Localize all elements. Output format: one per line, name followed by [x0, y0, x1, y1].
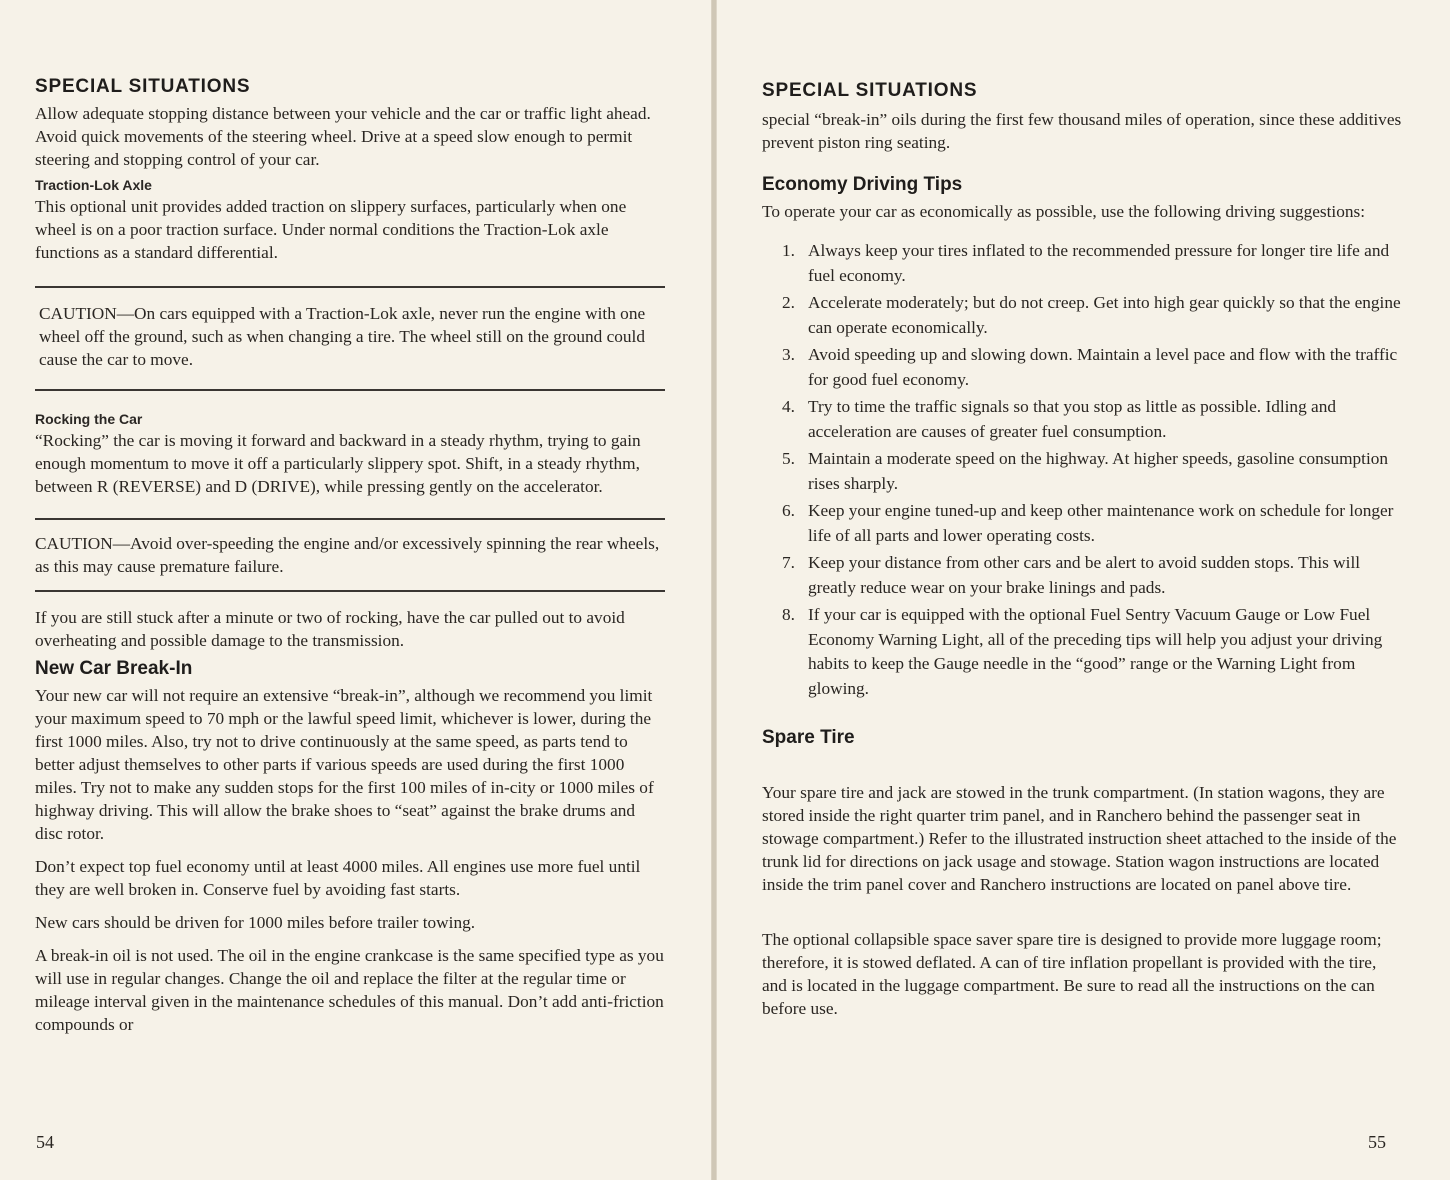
spare-tire-paragraph-2: The optional collapsible space saver spare tire is designed to provide more luggage room; therefore, it is stowed deflated. A can of tire inflation propellant is provided with the tire, and is located in the luggage compartment. Be sure to read all the instructions on the can before use.: [762, 930, 1382, 1018]
section-title: SPECIAL SITUATIONS: [35, 76, 251, 97]
tip-item: [782, 447, 1402, 496]
tip-number: 7.: [782, 553, 795, 572]
tip-text: Keep your distance from other cars and be alert to avoid sudden stops. This will greatly reduce wear on your brake linings and pads.: [808, 553, 1361, 597]
tip-number: 8.: [782, 605, 795, 624]
caution-traction-lok: CAUTION—On cars equipped with a Traction-Lok axle, never run the engine with one wheel off the ground, such as when changing a tire. The wheel still on the ground could cause the car to move.: [39, 304, 646, 369]
intro-paragraph: Allow adequate stopping distance between your vehicle and the car or traffic light ahead. Avoid quick movements of the steering wheel. Drive at a speed slow enough to permit steering and stopping control of your car.: [35, 104, 651, 169]
traction-lok-paragraph: This optional unit provides added traction on slippery surfaces, particularly when one wheel is on a poor traction surface. Under normal conditions the Traction-Lok axle functions as a standard differential.: [35, 197, 627, 262]
tip-number: 2.: [782, 293, 795, 312]
page-number: 55: [1368, 1132, 1386, 1152]
traction-lok-heading: Traction-Lok Axle: [35, 177, 152, 193]
page-54: [0, 0, 712, 1180]
divider: [35, 518, 665, 520]
tip-text: Keep your engine tuned-up and keep other maintenance work on schedule for longer life of all parts and lower operating costs.: [808, 501, 1394, 545]
tip-number: 4.: [782, 397, 795, 416]
spare-tire-heading: Spare Tire: [762, 727, 855, 748]
tip-text: Always keep your tires inflated to the recommended pressure for longer tire life and fuel economy.: [808, 241, 1390, 285]
tip-text: Maintain a moderate speed on the highway. At higher speeds, gasoline consumption rises sharply.: [808, 449, 1389, 493]
economy-intro: To operate your car as economically as possible, use the following driving suggestions:: [762, 202, 1366, 221]
break-in-paragraph-1: Your new car will not require an extensive “break-in”, although we recommend you limit your maximum speed to 70 mph or the lawful speed limit, whichever is lower, during the first 1000 miles. Also, try not to drive continuously at the same speed, as parts tend to better adjust themselves to other parts if various speeds are used during the first 1000 miles. Try not to make any sudden stops for the first 100 miles of in-city or 1000 miles of highway driving. This will allow the brake shoes to “seat” against the brake drums and disc rotor.: [35, 686, 654, 843]
tip-number: 3.: [782, 345, 795, 364]
economy-heading: Economy Driving Tips: [762, 174, 963, 195]
tip-text: Avoid speeding up and slowing down. Maintain a level pace and flow with the traffic for good fuel economy.: [808, 345, 1398, 389]
divider: [35, 286, 665, 288]
tip-number: 5.: [782, 449, 795, 468]
break-in-heading: New Car Break-In: [35, 658, 193, 679]
stuck-paragraph: If you are still stuck after a minute or two of rocking, have the car pulled out to avoid overheating and possible damage to the transmission.: [35, 608, 625, 650]
continued-paragraph: special “break-in” oils during the first few thousand miles of operation, since these additives prevent piston ring seating.: [762, 110, 1402, 152]
divider: [35, 590, 665, 592]
break-in-paragraph-4: A break-in oil is not used. The oil in the engine crankcase is the same specified type as you will use in regular changes. Change the oil and replace the filter at the regular time or mileage interval given in the maintenance schedules of this manual. Don’t add anti-friction compounds or: [35, 946, 664, 1034]
tip-item: [782, 551, 1402, 600]
break-in-paragraph-2: Don’t expect top fuel economy until at least 4000 miles. All engines use more fuel until they are well broken in. Conserve fuel by avoiding fast starts.: [35, 857, 641, 899]
section-title: SPECIAL SITUATIONS: [762, 80, 978, 101]
tip-item: [782, 603, 1402, 701]
tip-item: [782, 239, 1402, 288]
rocking-paragraph: “Rocking” the car is moving it forward and backward in a steady rhythm, trying to gain enough momentum to move it off a particularly slippery spot. Shift, in a steady rhythm, between R (REVERSE) and D (DRIVE), while pressing gently on the accelerator.: [35, 431, 641, 496]
spare-tire-paragraph-1: Your spare tire and jack are stowed in the trunk compartment. (In station wagons, they are stored inside the right quarter trim panel, and in Ranchero behind the passenger seat in stowage compartment.) Refer to the illustrated instruction sheet attached to the inside of the trunk lid for directions on jack usage and stowage. Station wagon instructions are located inside the trim panel cover and Ranchero instructions are located on panel above tire.: [762, 783, 1397, 894]
page-55: [716, 0, 1450, 1180]
tip-text: Try to time the traffic signals so that you stop as little as possible. Idling and acceleration are causes of greater fuel consumption.: [808, 397, 1336, 441]
break-in-paragraph-3: New cars should be driven for 1000 miles before trailer towing.: [35, 913, 476, 932]
divider: [35, 389, 665, 391]
right-page-content: [762, 80, 1402, 1020]
left-page-content: [35, 76, 665, 1036]
rocking-heading: Rocking the Car: [35, 411, 143, 427]
caution-overspeeding: CAUTION—Avoid over-speeding the engine and/or excessively spinning the rear wheels, as this may cause premature failure.: [35, 534, 660, 576]
tip-item: [782, 291, 1402, 340]
tip-text: Accelerate moderately; but do not creep. Get into high gear quickly so that the engine can operate economically.: [808, 293, 1401, 337]
tip-item: [782, 395, 1402, 444]
tip-number: 6.: [782, 501, 795, 520]
tip-text: If your car is equipped with the optional Fuel Sentry Vacuum Gauge or Low Fuel Economy Warning Light, all of the preceding tips will help you adjust your driving habits to keep the Gauge needle in the “good” range or the Warning Light from glowing.: [808, 605, 1383, 698]
page-number: 54: [36, 1132, 54, 1152]
tip-item: [782, 499, 1402, 548]
tip-number: 1.: [782, 241, 795, 260]
tip-item: [782, 343, 1402, 392]
economy-tips-list: [762, 239, 1402, 701]
